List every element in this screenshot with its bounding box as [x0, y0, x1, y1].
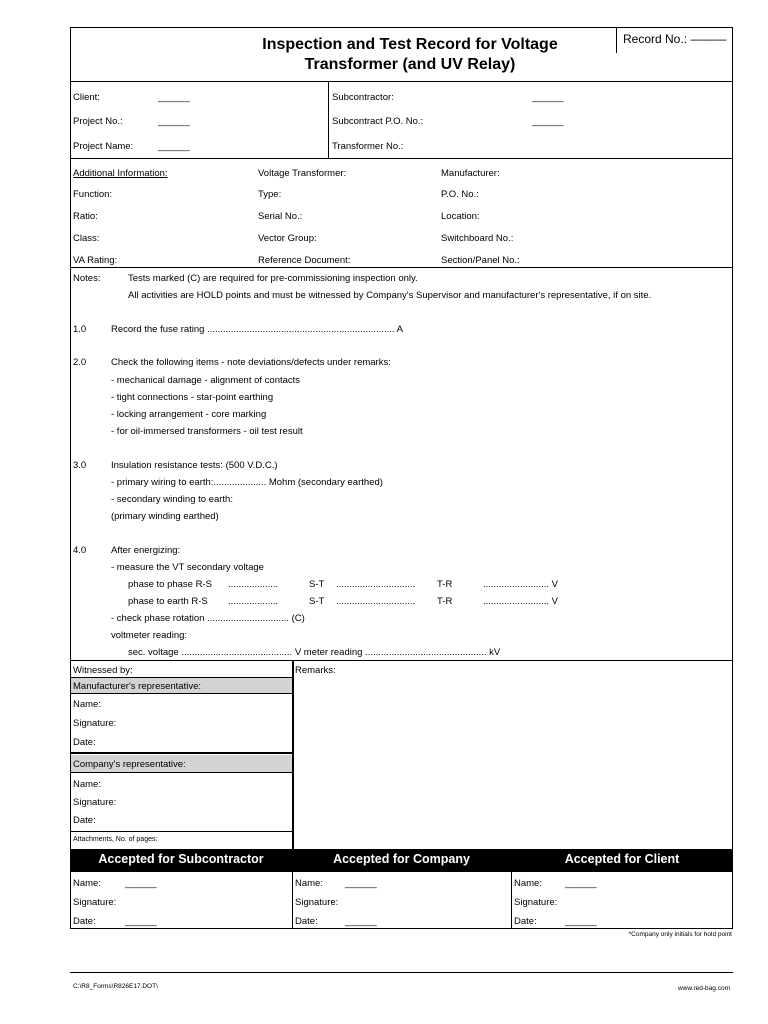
insulation-item: (primary winding earthed)	[111, 511, 219, 522]
transformer-no-label: Transformer No.:	[332, 141, 404, 152]
accepted-subcontractor-heading: Accepted for Subcontractor	[98, 852, 264, 866]
sub-name-field[interactable]: ______	[125, 878, 157, 889]
project-name-field[interactable]: ______	[158, 141, 190, 152]
phase-to-phase-rs-field[interactable]: ...................	[228, 579, 279, 590]
company-accept-name-label: Name:	[295, 878, 323, 889]
reference-document-label: Reference Document:	[258, 255, 351, 266]
company-name-label: Name:	[73, 779, 101, 790]
client-label: Client:	[73, 92, 100, 103]
mfr-signature-label: Signature:	[73, 718, 117, 729]
additional-info-heading: Additional Information:	[73, 168, 168, 179]
phase-to-phase-st-field[interactable]: ..............................	[336, 579, 416, 590]
subcontractor-label: Subcontractor:	[332, 92, 394, 103]
mfr-name-label: Name:	[73, 699, 101, 710]
sub-name-label: Name:	[73, 878, 101, 889]
divider	[70, 831, 292, 832]
location-label: Location:	[441, 211, 480, 222]
company-rep-label: Company's representative:	[73, 759, 186, 770]
tr-label: T-R	[437, 596, 453, 607]
company-signature-label: Signature:	[73, 797, 117, 808]
company-accept-name-field[interactable]: ______	[345, 878, 377, 889]
divider	[328, 81, 329, 158]
check-item: - locking arrangement - core marking	[111, 409, 267, 420]
project-name-label: Project Name:	[73, 141, 134, 152]
insulation-item: - primary wiring to earth:.................... Mohm (secondary earthed)	[111, 477, 383, 488]
client-accept-name-label: Name:	[514, 878, 542, 889]
divider	[70, 660, 733, 661]
divider	[511, 872, 512, 929]
record-no: Record No.: ———	[623, 32, 727, 46]
notes-line-1: Tests marked (C) are required for pre-commissioning inspection only.	[128, 273, 418, 284]
sec-voltage-line: sec. voltage .......................................... V meter reading .............................................. kV	[128, 647, 501, 658]
attachments-label: Attachments, No. of pages:	[73, 836, 158, 843]
divider	[70, 267, 733, 268]
footnote: *Company only initials for hold point	[628, 931, 732, 938]
class-label: Class:	[73, 233, 100, 244]
divider	[70, 752, 292, 754]
divider	[70, 693, 292, 694]
client-accept-signature-label: Signature:	[514, 897, 558, 908]
site-url: www.red-bag.com	[677, 985, 730, 992]
client-accept-date-field[interactable]: ______	[565, 916, 597, 927]
remarks-label: Remarks:	[295, 665, 336, 676]
st-label: S-T	[309, 596, 325, 607]
notes-line-2: All activities are HOLD points and must be witnessed by Company's Supervisor and manufacturer's representative, if on site.	[128, 290, 652, 301]
subcontractor-field[interactable]: ______	[532, 92, 564, 103]
form-title: Inspection and Test Record for Voltage Transformer (and UV Relay)	[262, 36, 558, 73]
divider	[70, 158, 733, 159]
remarks-area[interactable]	[296, 678, 730, 846]
project-no-field[interactable]: ______	[158, 116, 190, 127]
item-number: 1.0	[73, 324, 87, 335]
voltmeter-label: voltmeter reading:	[111, 630, 188, 641]
po-no-label: P.O. No.:	[441, 189, 479, 200]
voltage-transformer-label: Voltage Transformer:	[258, 168, 347, 179]
phase-to-earth-rs-field[interactable]: ...................	[228, 596, 279, 607]
va-rating-label: VA Rating:	[73, 255, 118, 266]
energizing-heading: After energizing:	[111, 545, 181, 556]
phase-to-earth-label: phase to earth R-S	[128, 596, 208, 607]
item-number: 2.0	[73, 357, 87, 368]
type-label: Type:	[258, 189, 282, 200]
divider	[292, 660, 294, 849]
insulation-heading: Insulation resistance tests: (500 V.D.C.)	[111, 460, 278, 471]
client-field[interactable]: ______	[158, 92, 190, 103]
check-item: - tight connections - star-point earthing	[111, 392, 274, 403]
company-date-label: Date:	[73, 815, 96, 826]
company-accept-date-field[interactable]: ______	[345, 916, 377, 927]
accepted-company-heading: Accepted for Company	[333, 852, 470, 866]
file-path: C:\R8_Forms\R826E17.DOT\	[73, 983, 158, 990]
phase-to-earth-tr-field[interactable]: ......................... V	[483, 596, 558, 607]
divider	[70, 81, 733, 82]
insulation-item: - secondary winding to earth:	[111, 494, 233, 505]
st-label: S-T	[309, 579, 325, 590]
fuse-rating-line: Record the fuse rating ....................................................................... A	[111, 324, 403, 335]
switchboard-no-label: Switchboard No.:	[441, 233, 514, 244]
subcontract-po-field[interactable]: ______	[532, 116, 564, 127]
client-accept-date-label: Date:	[514, 916, 537, 927]
check-item: - mechanical damage - alignment of contacts	[111, 375, 301, 386]
item-number: 4.0	[73, 545, 87, 556]
sub-signature-label: Signature:	[73, 897, 117, 908]
ratio-label: Ratio:	[73, 211, 98, 222]
company-accept-signature-label: Signature:	[295, 897, 339, 908]
check-item: - for oil-immersed transformers - oil test result	[111, 426, 303, 437]
section-panel-no-label: Section/Panel No.:	[441, 255, 520, 266]
phase-to-phase-label: phase to phase R-S	[128, 579, 212, 590]
accepted-client-heading: Accepted for Client	[564, 852, 680, 866]
phase-rotation-line: - check phase rotation ............................... (C)	[111, 613, 305, 624]
energizing-item: - measure the VT secondary voltage	[111, 562, 264, 573]
item-number: 3.0	[73, 460, 87, 471]
mfr-date-label: Date:	[73, 737, 96, 748]
divider	[292, 872, 293, 929]
project-no-label: Project No.:	[73, 116, 123, 127]
serial-no-label: Serial No.:	[258, 211, 303, 222]
manufacturer-rep-label: Manufacturer's representative:	[73, 681, 202, 692]
sub-date-field[interactable]: ______	[125, 916, 157, 927]
divider	[70, 772, 292, 773]
vector-group-label: Vector Group:	[258, 233, 317, 244]
phase-to-phase-tr-field[interactable]: ......................... V	[483, 579, 558, 590]
witnessed-by-label: Witnessed by:	[73, 665, 133, 676]
footer-line	[70, 972, 733, 973]
phase-to-earth-st-field[interactable]: ..............................	[336, 596, 416, 607]
client-accept-name-field[interactable]: ______	[565, 878, 597, 889]
subcontract-po-label: Subcontract P.O. No.:	[332, 116, 424, 127]
function-label: Function:	[73, 189, 113, 200]
sub-date-label: Date:	[73, 916, 96, 927]
notes-label: Notes:	[73, 273, 101, 284]
manufacturer-label: Manufacturer:	[441, 168, 500, 179]
check-items-heading: Check the following items - note deviations/defects under remarks:	[111, 357, 391, 368]
company-accept-date-label: Date:	[295, 916, 318, 927]
divider	[70, 677, 292, 678]
tr-label: T-R	[437, 579, 453, 590]
